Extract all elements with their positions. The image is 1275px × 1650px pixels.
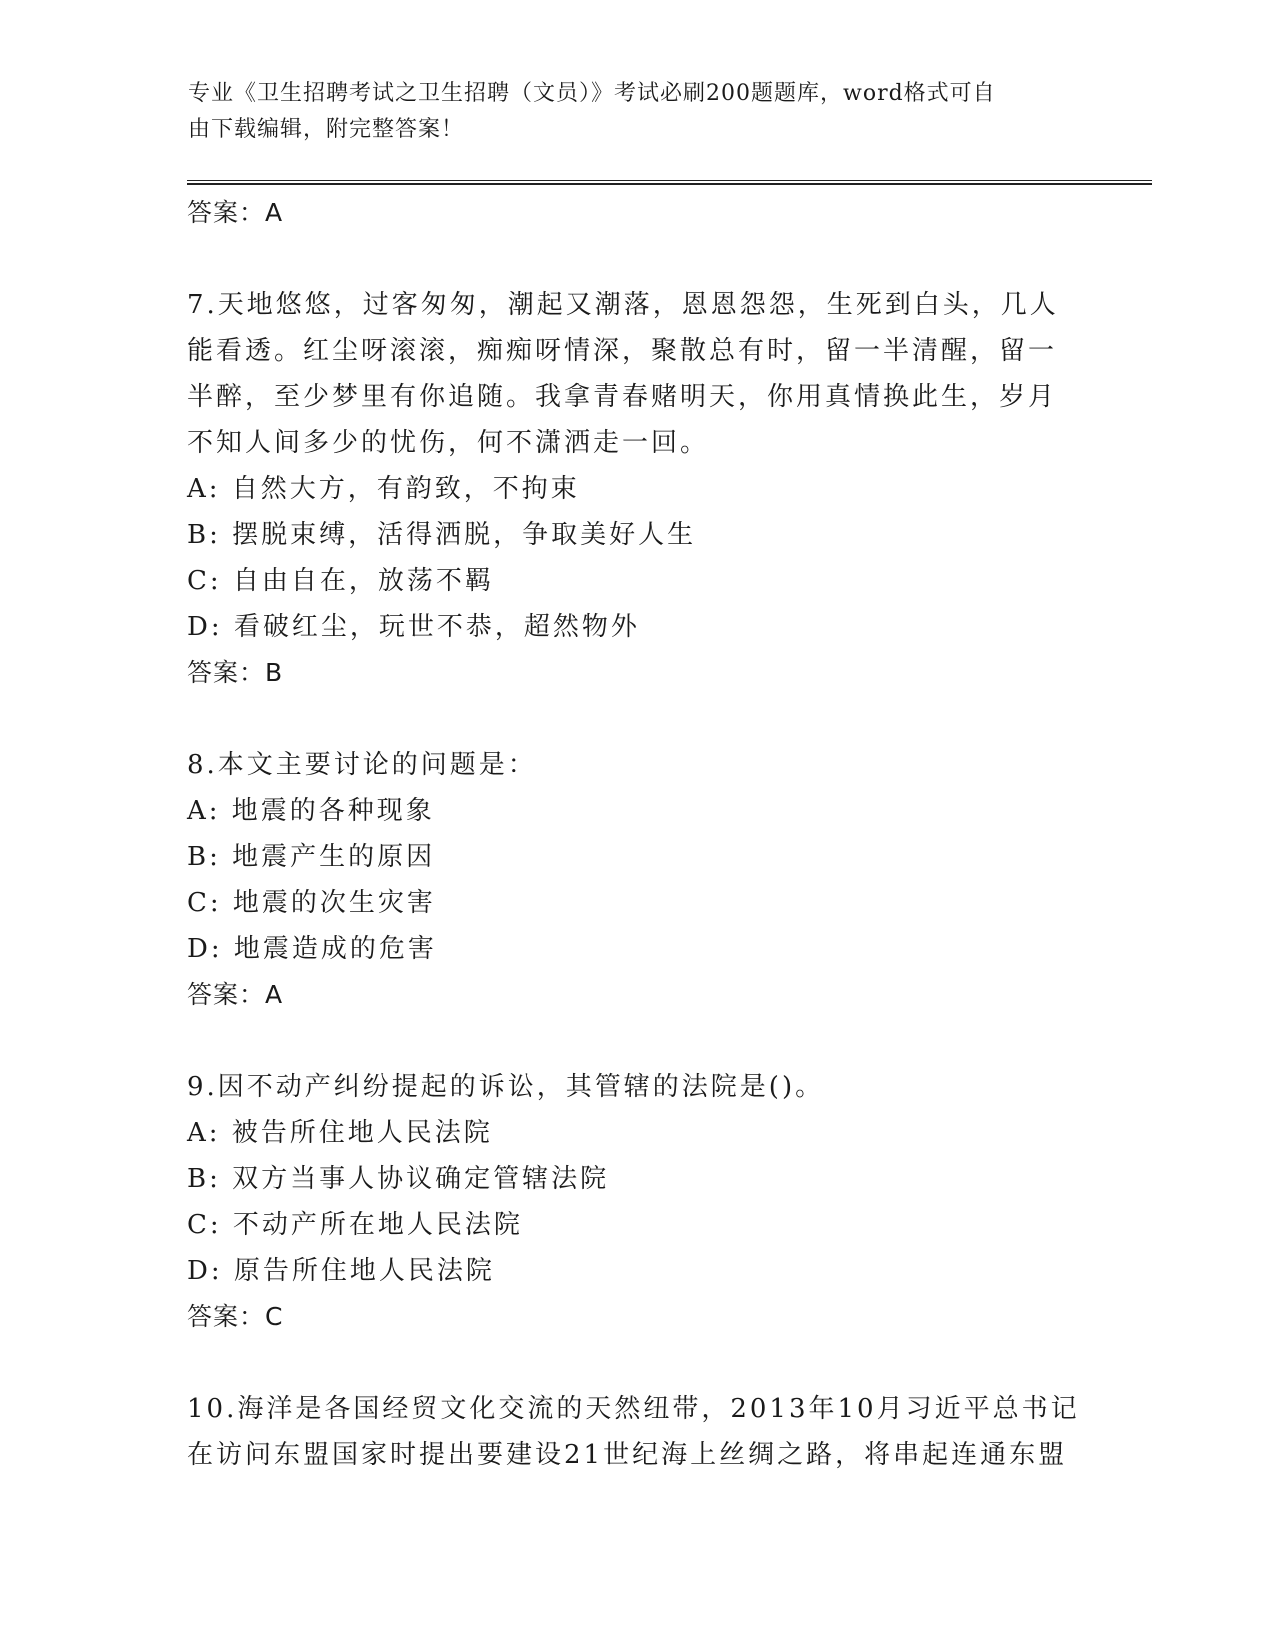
document-header bbox=[188, 76, 1068, 148]
option-b: B: 地震产生的原因 bbox=[187, 842, 436, 872]
question-block bbox=[187, 282, 1087, 696]
answer-line: 答案：C bbox=[187, 1302, 284, 1331]
option-c: C: 不动产所在地人民法院 bbox=[187, 1210, 523, 1240]
question-list bbox=[187, 190, 1087, 1478]
answer-line: 答案：A bbox=[187, 198, 284, 227]
question-block bbox=[187, 742, 1087, 1018]
question-block bbox=[187, 1064, 1087, 1340]
question-block bbox=[187, 1386, 1087, 1478]
option-d: D: 看破红尘，玩世不恭，超然物外 bbox=[187, 612, 640, 642]
header-divider-thin bbox=[187, 180, 1152, 181]
question-text-line: 8.本文主要讨论的问题是： bbox=[187, 750, 537, 780]
question-text-line: 在访问东盟国家时提出要建设21世纪海上丝绸之路，将串起连通东盟 bbox=[187, 1440, 1068, 1470]
option-b: B: 双方当事人协议确定管辖法院 bbox=[187, 1164, 610, 1194]
answer-line: 答案：B bbox=[187, 658, 284, 687]
question-text-line: 能看透。红尘呀滚滚，痴痴呀情深，聚散总有时，留一半清醒，留一 bbox=[187, 336, 1058, 366]
option-a: A: 被告所住地人民法院 bbox=[187, 1118, 493, 1148]
option-c: C: 自由自在，放荡不羁 bbox=[187, 566, 494, 596]
question-text-line: 10.海洋是各国经贸文化交流的天然纽带，2013年10月习近平总书记 bbox=[187, 1394, 1080, 1424]
option-b: B: 摆脱束缚，活得洒脱，争取美好人生 bbox=[187, 520, 697, 550]
question-text-line: 7.天地悠悠，过客匆匆，潮起又潮落，恩恩怨怨，生死到白头，几人 bbox=[187, 290, 1059, 320]
header-line-1: 专业《卫生招聘考试之卫生招聘（文员）》考试必刷200题题库，word格式可自 bbox=[188, 81, 996, 106]
option-a: A: 地震的各种现象 bbox=[187, 796, 435, 826]
option-d: D: 地震造成的危害 bbox=[187, 934, 437, 964]
header-divider-thick bbox=[187, 183, 1152, 185]
answer-line: 答案：A bbox=[187, 980, 284, 1009]
option-a: A: 自然大方，有韵致，不拘束 bbox=[187, 474, 580, 504]
question-text-line: 半醉，至少梦里有你追随。我拿青春赌明天，你用真情换此生，岁月 bbox=[187, 382, 1058, 412]
header-line-2: 由下载编辑，附完整答案！ bbox=[188, 117, 465, 142]
question-text-line: 不知人间多少的忧伤，何不潇洒走一回。 bbox=[187, 428, 710, 458]
option-d: D: 原告所住地人民法院 bbox=[187, 1256, 495, 1286]
question-text-line: 9.因不动产纠纷提起的诉讼，其管辖的法院是()。 bbox=[187, 1072, 825, 1102]
option-c: C: 地震的次生灾害 bbox=[187, 888, 436, 918]
